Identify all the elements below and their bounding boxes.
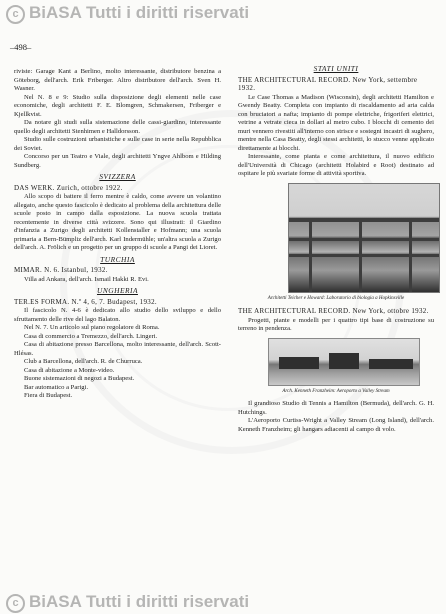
left-paragraph-1: riviste: Garage Kant a Berlino, molto interessante, distributore benzina a Göteborg, dell'arch. Erik Friberger. Altro distributore dell'arch. Sven H. Wasner.: [14, 68, 221, 92]
copyright-icon: c: [6, 5, 25, 24]
journal-mimar: MIMAR. N. 6. Istanbul, 1932.: [14, 266, 108, 274]
list-item: Casa di commercio a Tremezzo, dell'arch. Lingeri.: [24, 332, 158, 340]
left-paragraph-5: Concorso per un Teatro e Viale, degli architetti Yngve Ahlbom e Hilding Sundberg.: [14, 153, 221, 169]
photo-airport: [268, 338, 420, 386]
section-heading-turchia: TURCHIA: [100, 254, 135, 264]
list-item: Club a Barcellona, dell'arch. R. de Churruca.: [24, 358, 143, 365]
left-paragraph-9: Nel N. 7. Un articolo sul piano regolatore di Roma.: [24, 324, 160, 331]
journal-architectural-record-1: THE ARCHITECTURAL RECORD. New York, settembre 1932.: [238, 75, 418, 92]
right-paragraph-5: L'Aeroporto Curtiss-Wright a Valley Stream (Long Island), dell'arch. Kenneth Franzheim; gli hangars adiacenti al campo di volo.: [238, 417, 434, 433]
section-heading-stati-uniti: STATI UNITI: [313, 64, 359, 73]
caption-photo-1: Architetti Teicher e Howard: Laboratorio di biologia a Hopkinsville: [267, 295, 405, 301]
copyright-icon: c: [6, 594, 25, 613]
right-paragraph-4: Il grandioso Studio di Tennis a Hamilton (Bermuda), dell'arch. G. H. Hutchings.: [238, 400, 434, 416]
caption-photo-2: Arch. Kenneth Franzheim: Aeroporto a Valley Stream: [282, 388, 390, 394]
left-paragraph-6: Allo scopo di battere il ferro mentre è caldo, come avvere un volantino allegato, anche questo fascicolo è dedicato al problema della architettura delle scuole posto in campo dalla esposizione. La nuova scuola trattata recentemente in diverse città svizzere. Sono qui illustrati: il Giardino d'infanzia a Zurigo degli architetti Kollenstaller e Hofmann; una scuola primaria a Bern-Bümpliz dell'arch. Karl Indermühle; un'altra scuola a Zurigo dell'arch. A. Frölich e un progetto per un gruppo di scuole a Pangi dei Lioret.: [14, 193, 221, 251]
left-paragraph-3: Da notare gli studi sulla sistemazione delle cassi-giardino, interessante quello degli architetti Stenhimen e Halldorsson.: [14, 119, 221, 135]
left-paragraph-4: Studio sulle costruzioni urbanistiche e sulle case in serie nella Repubblica dei Soviet.: [14, 136, 221, 152]
right-paragraph-1: Le Case Thomas a Madison (Wisconsin), degli architetti Hamilton e Gwendy Beatty. Completa con impianto di riscaldamento ad aria calda con bruciatori a nafta; impianto di pompe elettriche, frigoriferi elettrici, vetrine a vetrate cieca in dollari al metro cubo. I blocchi di cemento dei muri vennero rivestiti all'interno con strisce e sostegni incastri di sughero, mentre nella Casa Beatty, degli stessi architetti, lo stucco venne applicato direttamente ai blocchi.: [238, 93, 434, 152]
watermark-top: [6, 3, 436, 24]
watermark-bottom: [6, 592, 436, 613]
right-column: [238, 62, 434, 434]
list-item: Buone sistemazioni di negozi a Budapest.: [24, 375, 135, 382]
list-item: Fiera di Budapest.: [24, 392, 73, 399]
list-item: Bar automatico a Parigi.: [24, 383, 89, 391]
photo-laboratory: [288, 183, 440, 293]
journal-ter-es-forma: TER.ES FORMA. N.º 4, 6, 7. Budapest, 1932.: [14, 297, 157, 306]
left-paragraph-7: Villa ad Ankara, dell'arch. Ismail Hakki R. Evi.: [24, 275, 149, 283]
section-heading-svizzera: SVIZZERA: [99, 172, 136, 181]
section-heading-ungheria: UNGHERIA: [97, 286, 138, 295]
watermark-top-text: BiASA Tutti i diritti riservati: [29, 3, 250, 22]
journal-architectural-record-2: THE ARCHITECTURAL RECORD. New York, ottobre 1932.: [238, 307, 429, 315]
page-number: –498–: [10, 42, 32, 52]
journal-das-werk: DAS WERK. Zurich, ottobre 1922.: [14, 183, 123, 192]
left-column: [14, 68, 221, 401]
left-paragraph-8: Il fascicolo N. 4-6 è dedicato allo studio dello sviluppo e dello sfruttamento delle rive del lago Balaton.: [14, 307, 221, 323]
left-paragraph-2: Nel N. 8 e 9: Studio sulla disposizione degli elementi nelle case economiche, degli architetti F. E. Blomgren, Schmakersen, Friberger e Kjellkvist.: [14, 93, 221, 118]
list-item: Casa di abitazione a Monte-video.: [24, 366, 115, 374]
watermark-bottom-text: BiASA Tutti i diritti riservati: [29, 592, 250, 611]
right-paragraph-2: Interessante, come pianta e come architettura, il nuovo edificio dell'Università di Chicago (architetti Holabird e Root) destinato ad ospitare le più svariate forme di attività sportiva.: [238, 153, 434, 177]
page-number-value: 498: [14, 42, 27, 52]
right-paragraph-3: Progetti, piante e modelli per i quattro tipi base di costruzione su terreno in pendenza.: [238, 316, 434, 332]
list-item: Casa di abitazione presso Barcellona, molto interessante, dell'arch. Scott-Hlésas.: [14, 341, 221, 357]
